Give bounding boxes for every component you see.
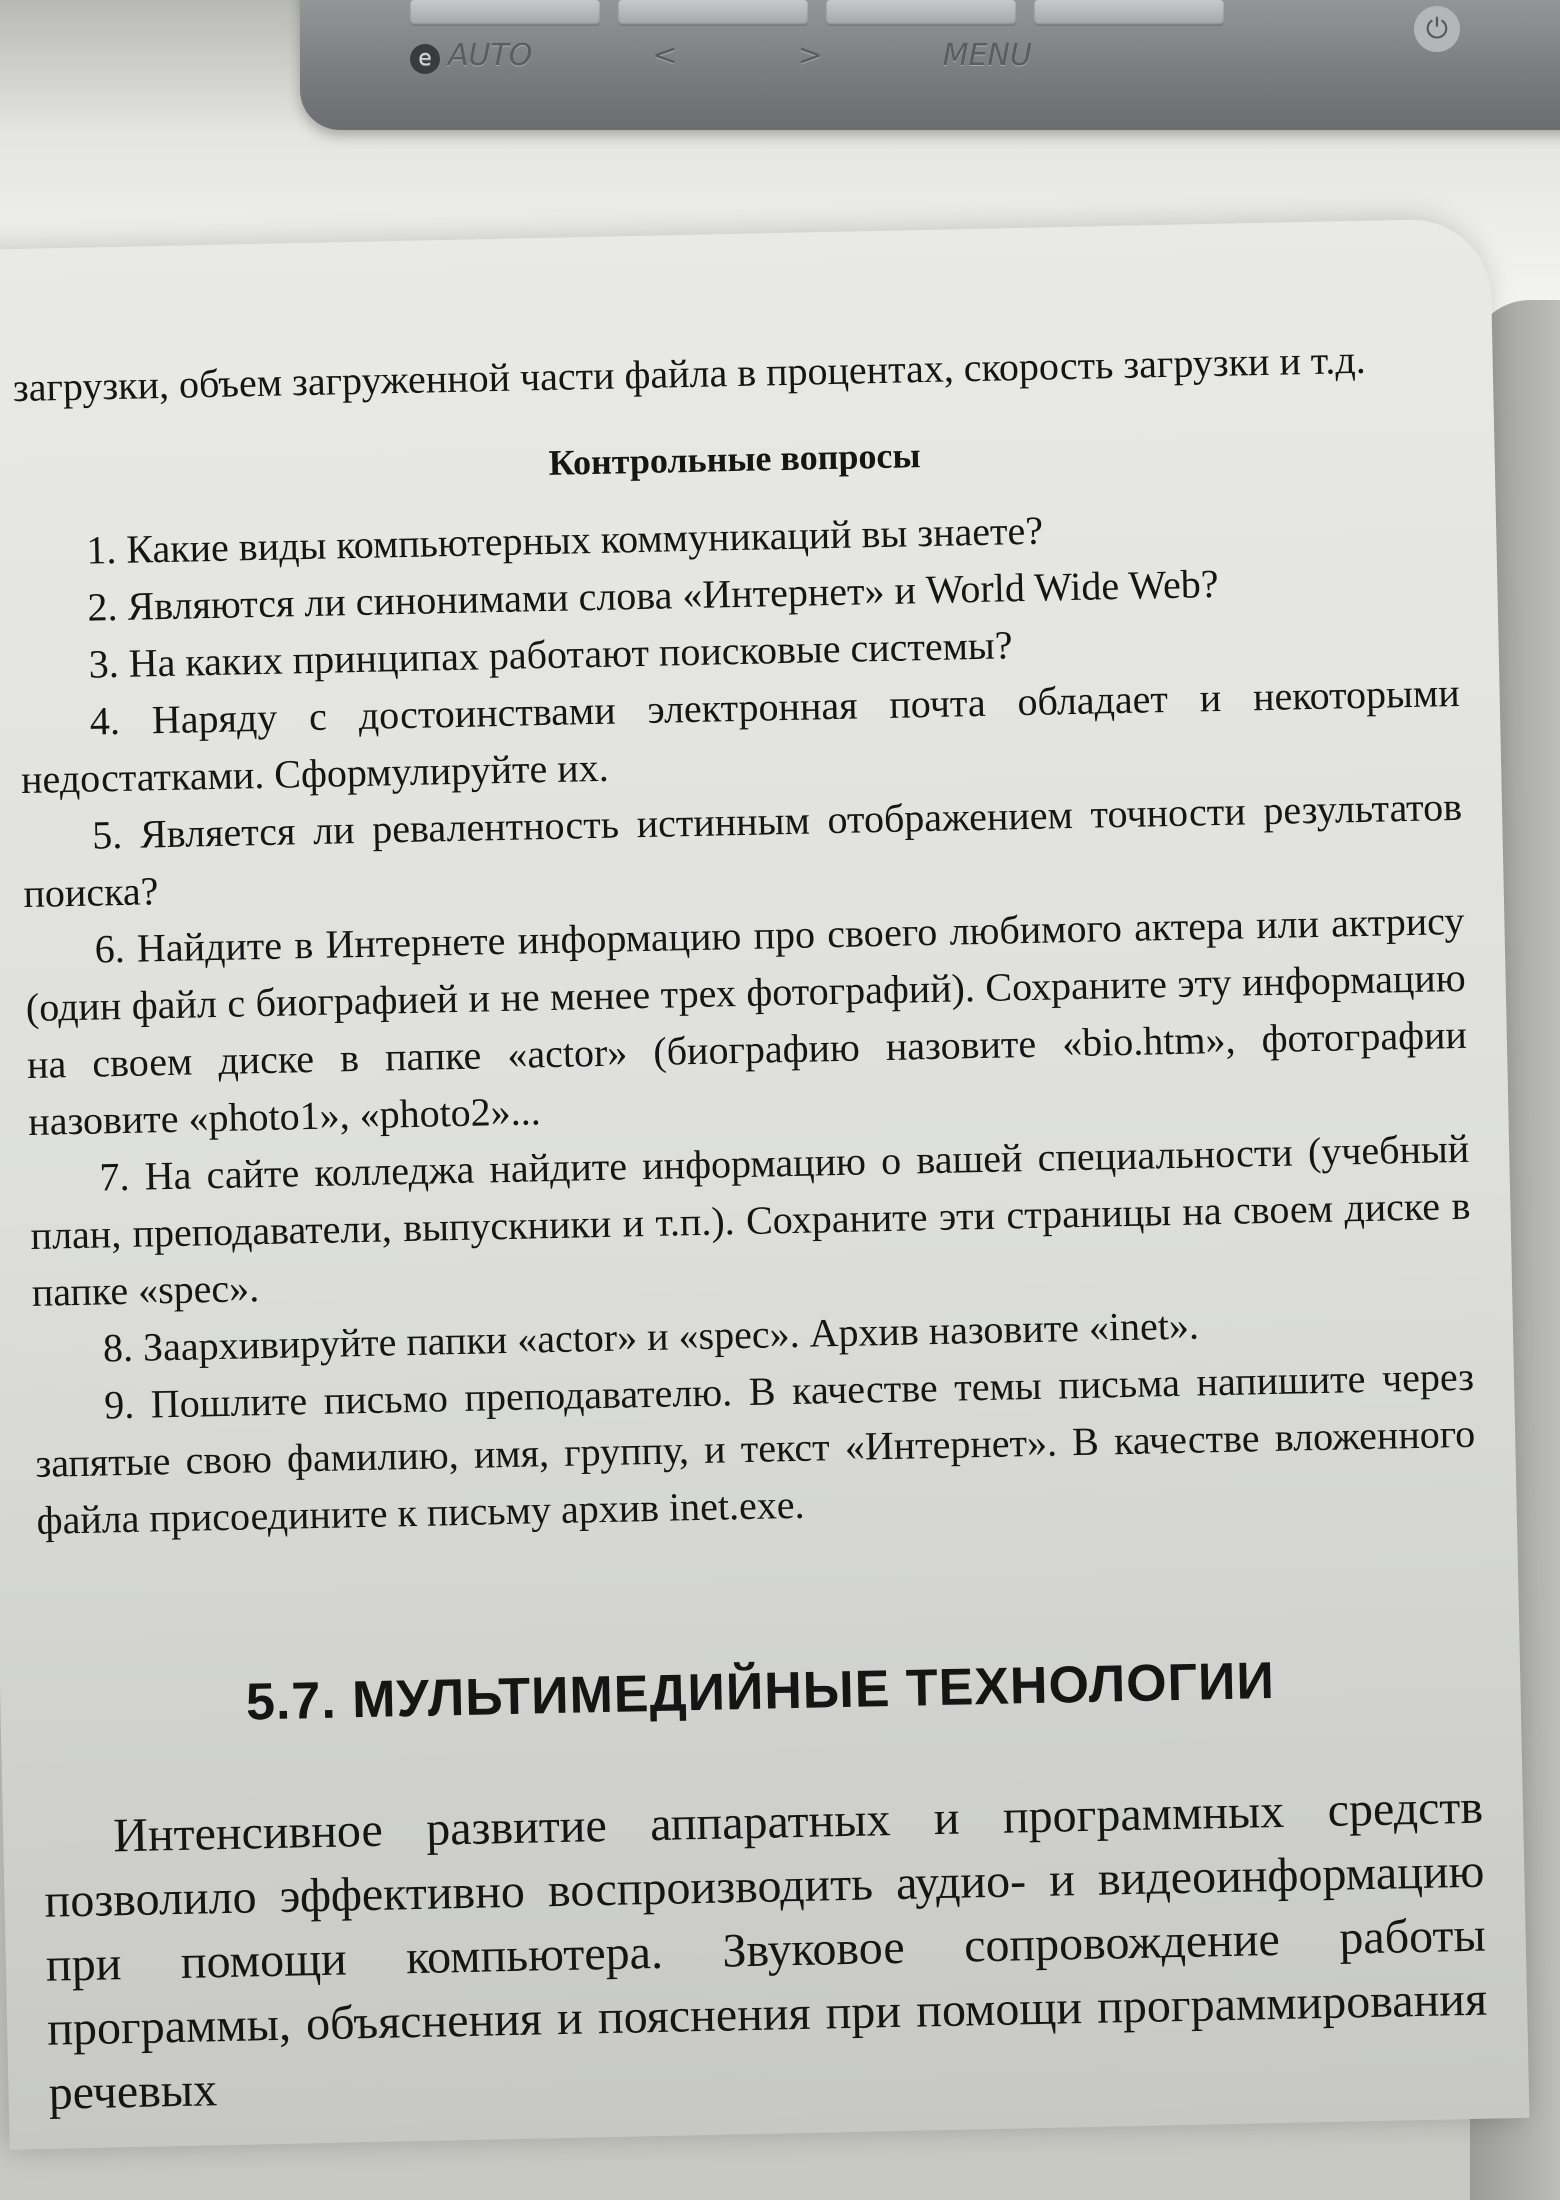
right-label: > [797,38,823,73]
question-1: 1. Какие виды компьютерных коммуникаций вы знаете? [85,507,1044,573]
section-paragraph: Интенсивное развитие аппаратных и программных средств позволило эффективно воспроизводить аудио- и видеоинформацию при помощи компьютера. Звуковое сопровождение работы программы, объяснения и пояснения при помощи программирования речевых [44,1780,1488,2120]
intro-paragraph: загрузки, объем загруженной части файла в процентах, скорость загрузки и т.д. [12,336,1367,411]
power-icon[interactable]: ⏻ [1414,6,1460,52]
monitor-buttons [410,0,1224,26]
left-label: < [652,38,678,73]
question-6: 6. Найдите в Интернете информацию про своего любимого актера или актрису (один файл с биографией и не менее трех фотографий). Сохраните эту информацию на своем диске в папке «actor» (биографию назовите «bio.htm», фотографии назовите «photo1», «photo2»... [25,897,1468,1144]
question-7: 7. На сайте колледжа найдите информацию о вашей специальности (учебный план, преподаватели, выпускники и т.п.). Сохраните эти страницы на своем диске в папке «spec». [30,1125,1471,1315]
monitor-button-menu[interactable] [1034,0,1224,26]
section-title: 5.7. МУЛЬТИМЕДИЙНЫЕ ТЕХНОЛОГИИ [245,1651,1276,1732]
eco-icon: e [410,44,440,74]
monitor-button-auto[interactable] [410,0,600,26]
menu-label: MENU [942,38,1032,73]
auto-label: e AUTO [410,38,532,74]
book-page [0,218,1529,2149]
question-4: 4. Наряду с достоинствами электронная почта обладает и некоторыми недостатками. Сформулируйте их. [20,669,1461,803]
question-3: 3. На каких принципах работают поисковые системы? [88,622,1013,687]
page-text [12,329,1489,2126]
monitor-button-left[interactable] [618,0,808,26]
question-5: 5. Является ли ревалентность истинным отображением точности результатов поиска? [23,783,1463,917]
monitor-bezel [300,0,1560,130]
monitor-button-right[interactable] [826,0,1016,26]
monitor-button-labels [410,38,1032,74]
question-2: 2. Являются ли синонимами слова «Интернет» и World Wide Web? [87,560,1219,630]
questions-heading: Контрольные вопросы [548,435,921,483]
question-8: 8. Заархивируйте папки «actor» и «spec». Архив назовите «inet». [102,1302,1200,1371]
question-9: 9. Пошлите письмо преподавателю. В качестве темы письма напишите через запятые свою фамилию, имя, группу, и текст «Интернет». В качестве вложенного файла присоедините к письму архив inet.exe. [34,1353,1476,1543]
